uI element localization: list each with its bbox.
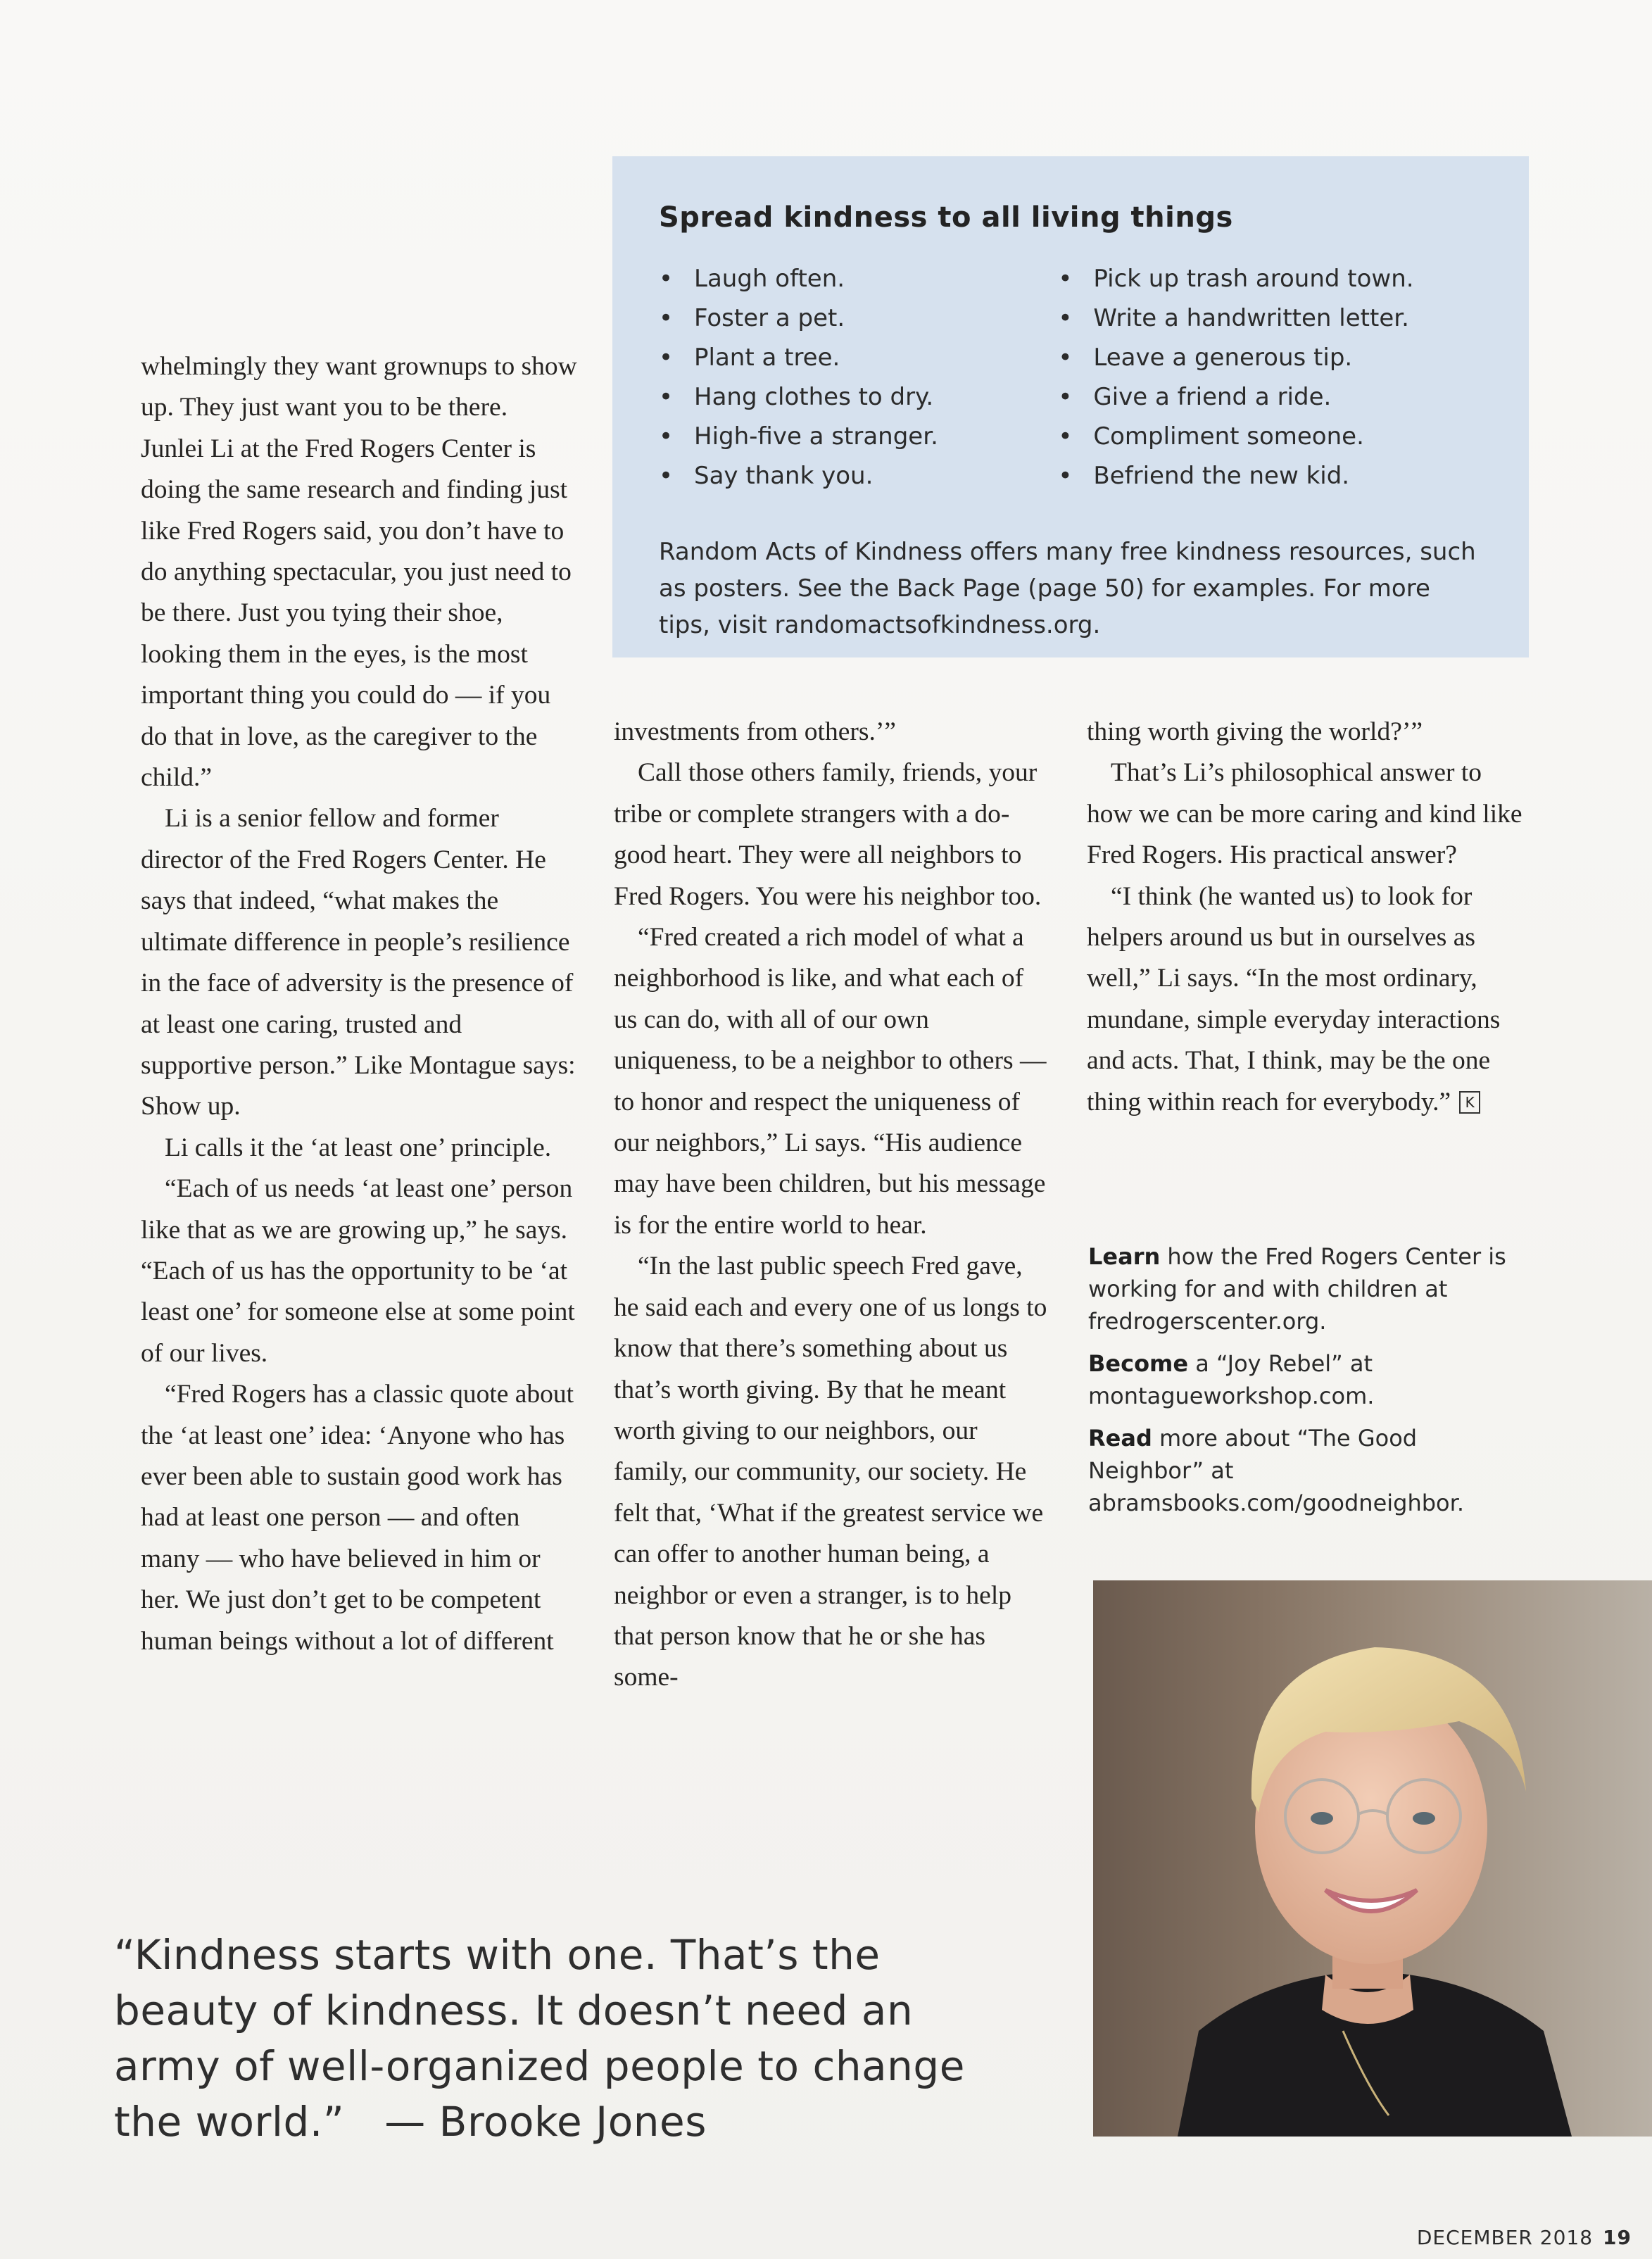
paragraph: thing worth giving the world?’” bbox=[1087, 717, 1423, 746]
paragraph: Li calls it the ‘at least one’ principle. bbox=[165, 1133, 552, 1162]
tip-item: • Leave a generous tip. bbox=[1058, 338, 1487, 377]
tips-column-left bbox=[659, 259, 1058, 496]
tip-item: • Give a friend a ride. bbox=[1058, 377, 1487, 417]
page-number: 19 bbox=[1603, 2226, 1632, 2249]
tip-item: • Pick up trash around town. bbox=[1058, 259, 1487, 298]
end-of-article-mark: K bbox=[1459, 1091, 1480, 1114]
pull-quote-attribution: — Brooke Jones bbox=[384, 2098, 707, 2146]
tip-item: • Compliment someone. bbox=[1058, 417, 1487, 456]
resource-text: how the Fred Rogers Center is working for and with children at fredrogerscenter.org. bbox=[1088, 1243, 1506, 1335]
paragraph-text: “I think (he wanted us) to look for helpers around us but in ourselves as well,” Li says. “In the most ordinary, mundane, simple everyday interactions and acts. That, I think, may be the one thing within reach for everybody.” bbox=[1087, 881, 1501, 1116]
tip-item: • Befriend the new kid. bbox=[1058, 456, 1487, 496]
resource-lead: Read bbox=[1088, 1425, 1152, 1452]
resource-lead: Learn bbox=[1088, 1243, 1161, 1270]
paragraph: Li is a senior fellow and former director of the Fred Rogers Center. He says that indeed, “what makes the ultimate difference in people’s resilience in the face of adversity is the presence of at least one caring, trusted and supportive person.” Like Montague says: Show up. bbox=[141, 804, 576, 1121]
tip-item: • Plant a tree. bbox=[659, 338, 1058, 377]
paragraph: “Fred Rogers has a classic quote about the ‘at least one’ idea: ‘Anyone who has ever been able to sustain good work has had at least one person — and often many — who have believed in him or her. We just don’t get to be competent human beings without a lot of different bbox=[141, 1380, 574, 1656]
tips-column-right bbox=[1058, 259, 1487, 496]
resource-item bbox=[1088, 1240, 1525, 1338]
article-column-1 bbox=[141, 346, 577, 1662]
pull-quote-text: “Kindness starts with one. That’s the beauty of kindness. It doesn’t need an army of well-organized people to change the world.” bbox=[114, 1931, 965, 2146]
tip-item: • Say thank you. bbox=[659, 456, 1058, 496]
pull-quote bbox=[114, 1927, 1029, 2150]
paragraph: “Fred created a rich model of what a neighborhood is like, and what each of us can do, with all of our own uniqueness, to be a neighbor to others — to honor and respect the uniqueness of our neighbors,” Li says. “His audience may have been children, but his message is for the entire world to hear. bbox=[614, 923, 1047, 1240]
paragraph: investments from others.’” bbox=[614, 717, 896, 746]
tip-item: • Write a handwritten letter. bbox=[1058, 298, 1487, 338]
paragraph bbox=[1087, 876, 1523, 1123]
resource-item bbox=[1088, 1422, 1525, 1519]
tips-list bbox=[659, 259, 1487, 496]
article-column-3 bbox=[1087, 712, 1523, 1123]
kindness-tips-sidebar bbox=[612, 156, 1529, 657]
resource-text: a “Joy Rebel” at montagueworkshop.com. bbox=[1088, 1350, 1375, 1409]
resource-links bbox=[1088, 1240, 1525, 1529]
tip-item: • Laugh often. bbox=[659, 259, 1058, 298]
portrait-photo bbox=[1093, 1580, 1652, 2137]
tip-item: • Foster a pet. bbox=[659, 298, 1058, 338]
paragraph: whelmingly they want grownups to show up. They just want you to be there. Junlei Li at the Fred Rogers Center is doing the same research and finding just like Fred Rogers said, you don’t have to do anything spectacular, you just need to be there. Just you tying their shoe, looking them in the eyes, is the most important thing you could do — if you do that in love, as the caregiver to the child.” bbox=[141, 352, 577, 793]
tip-item: • High-five a stranger. bbox=[659, 417, 1058, 456]
paragraph: “In the last public speech Fred gave, he said each and every one of us longs to know that there’s something about us that’s worth giving. By that he meant worth giving to our neighbors, our family, our community, our society. He felt that, ‘What if the greatest service we can offer to another human being, a neighbor or even a stranger, is to help that person know that he or she has some- bbox=[614, 1252, 1047, 1692]
page-footer bbox=[1350, 2226, 1632, 2249]
portrait-illustration bbox=[1093, 1580, 1652, 2137]
sidebar-note: Random Acts of Kindness offers many free kindness resources, such as posters. See the Back Page (page 50) for examples. For more tips, visit randomactsofkindness.org. bbox=[659, 538, 1476, 639]
article-column-2 bbox=[614, 712, 1050, 1699]
issue-date: DECEMBER 2018 bbox=[1416, 2226, 1594, 2249]
resource-item bbox=[1088, 1347, 1525, 1412]
paragraph: That’s Li’s philosophical answer to how we can be more caring and kind like Fred Rogers. His practical answer? bbox=[1087, 758, 1522, 870]
sidebar-title: Spread kindness to all living things bbox=[659, 201, 1233, 234]
resource-text: more about “The Good Neighbor” at abramsbooks.com/goodneighbor. bbox=[1088, 1425, 1465, 1516]
resource-lead: Become bbox=[1088, 1350, 1189, 1377]
tip-item: • Hang clothes to dry. bbox=[659, 377, 1058, 417]
paragraph: “Each of us needs ‘at least one’ person like that as we are growing up,” he says. “Each of us has the opportunity to be ‘at least one’ for someone else at some point of our lives. bbox=[141, 1174, 575, 1368]
paragraph: Call those others family, friends, your tribe or complete strangers with a do-good heart. They were all neighbors to Fred Rogers. You were his neighbor too. bbox=[614, 758, 1042, 911]
